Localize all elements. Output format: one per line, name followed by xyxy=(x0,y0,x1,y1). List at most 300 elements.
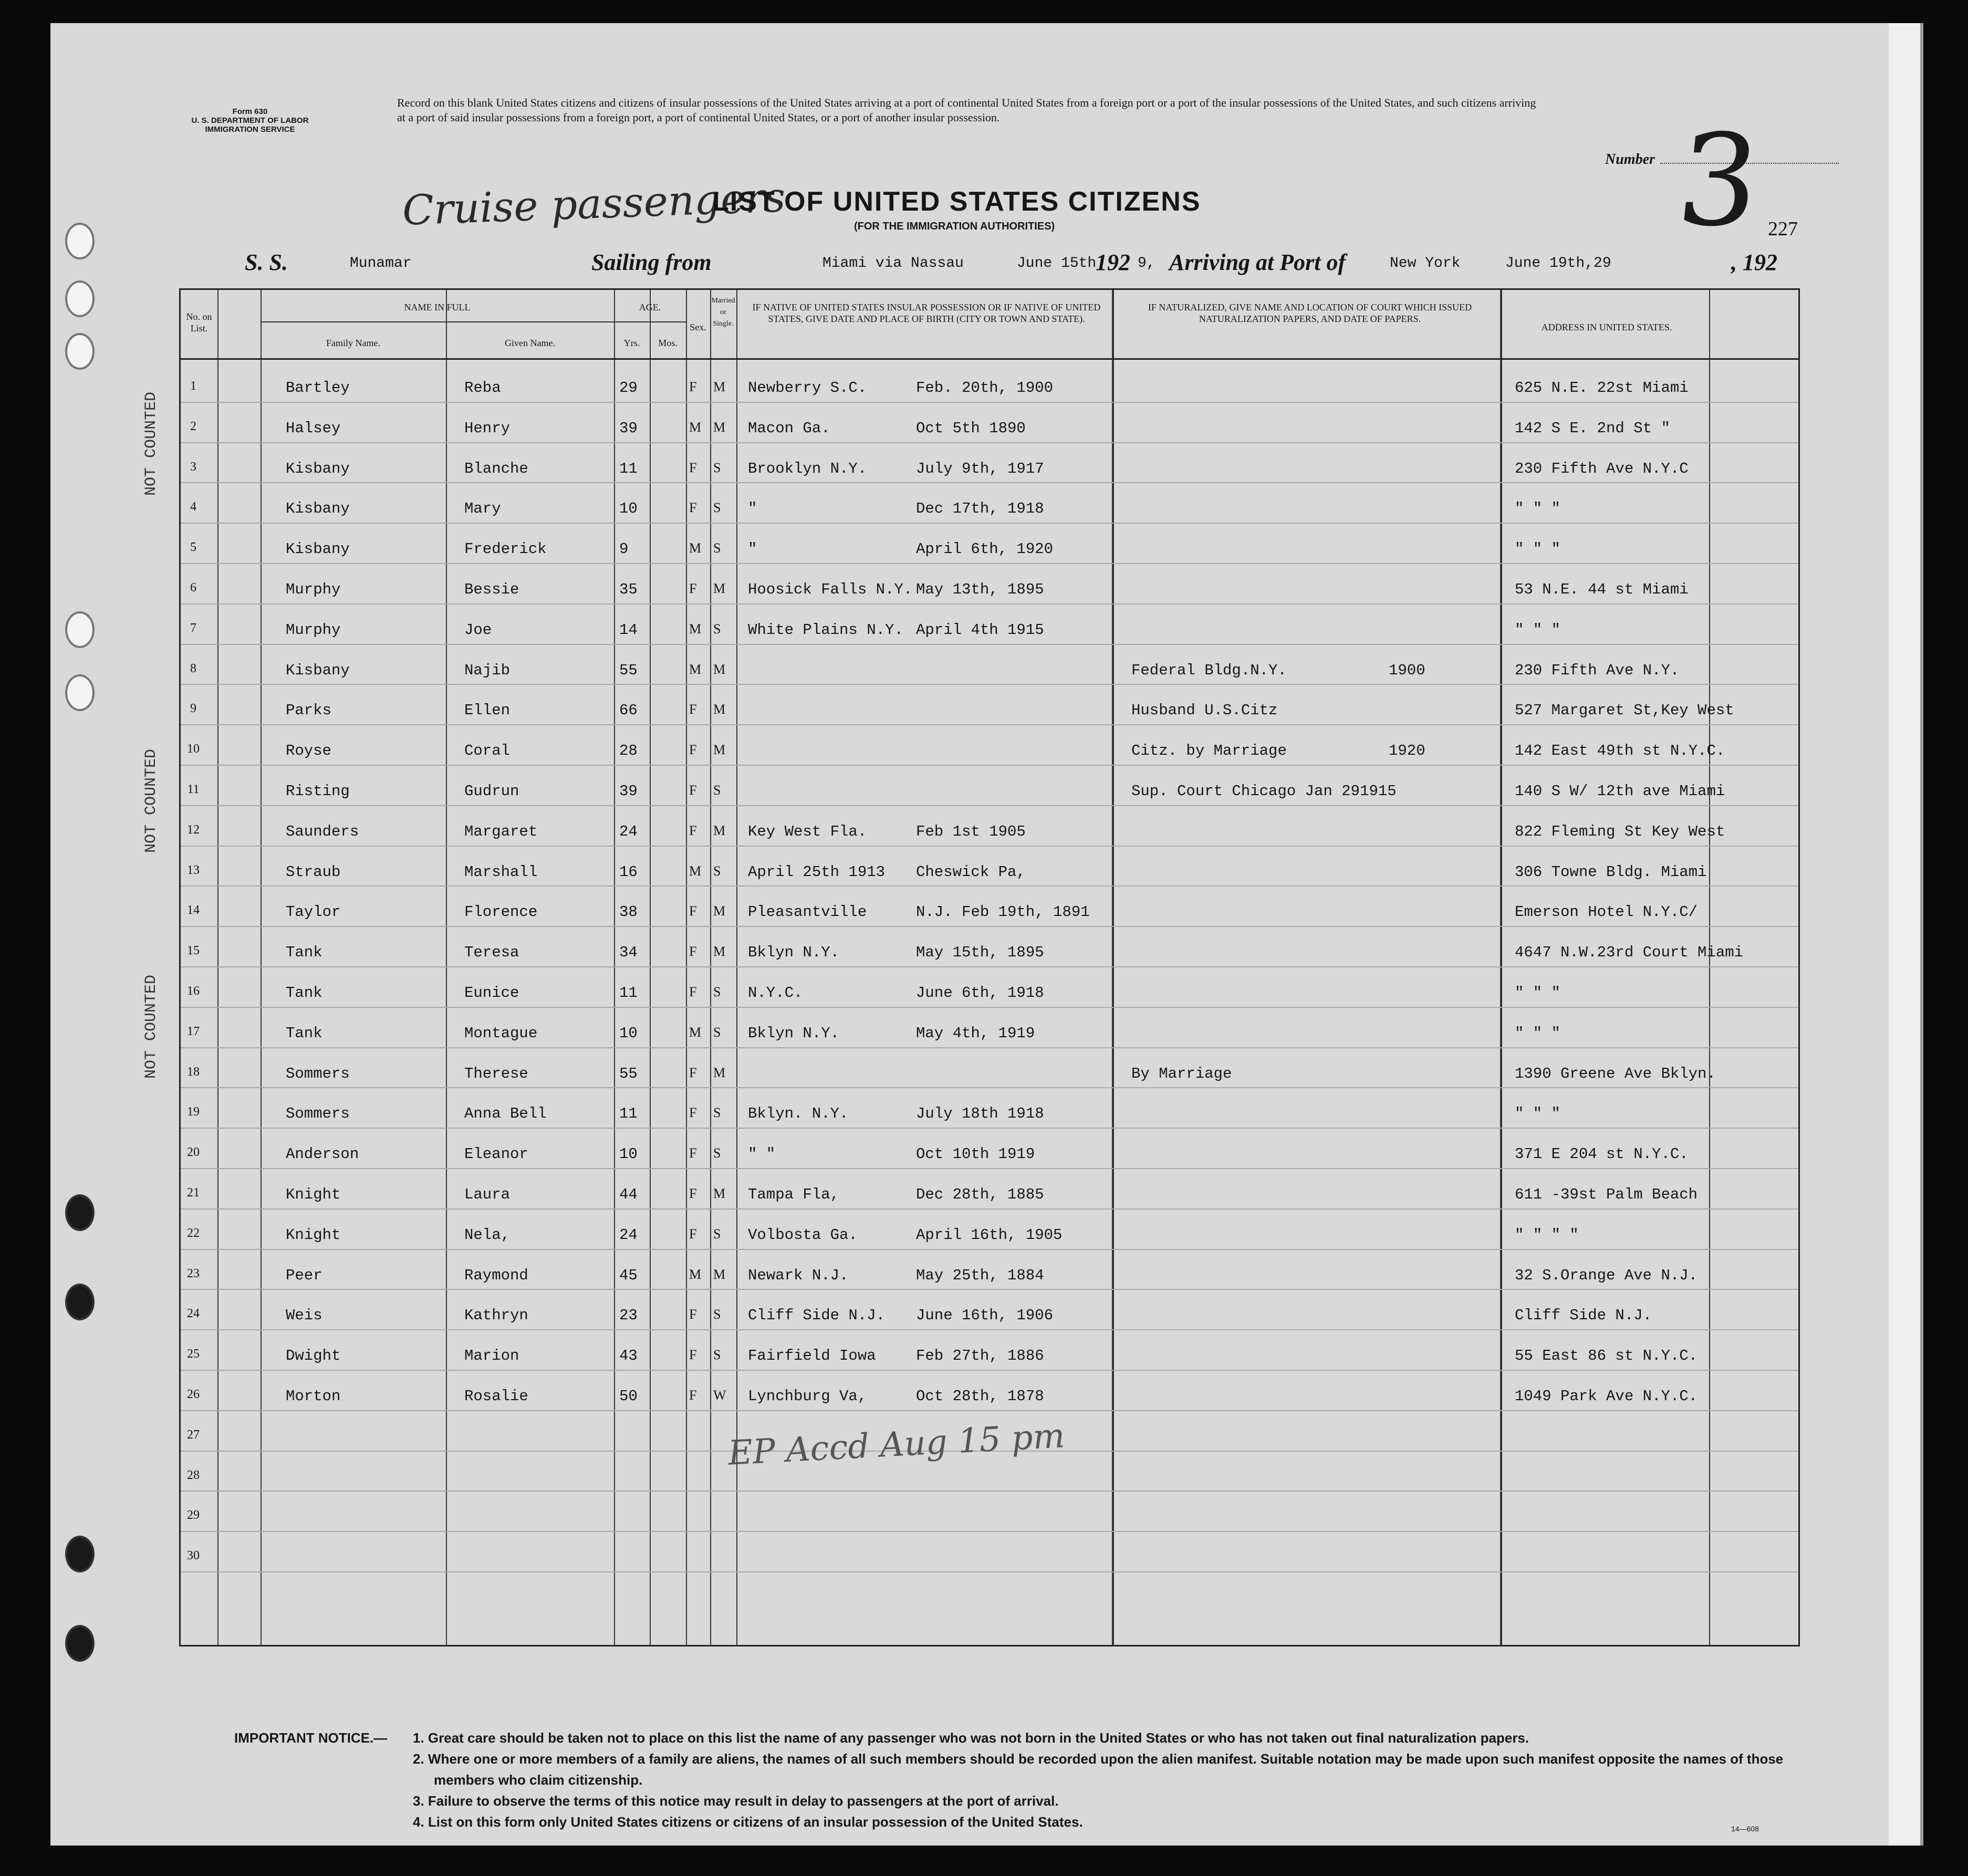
cell-ms: W xyxy=(713,1388,726,1403)
cell-date: Cheswick Pa, xyxy=(916,863,1026,881)
row-divider xyxy=(181,1329,1798,1330)
cell-given: Mary xyxy=(464,500,501,518)
year-printed: 192 xyxy=(1096,249,1130,275)
cell-family: Taylor xyxy=(286,903,341,921)
cell-address: " " " xyxy=(1515,540,1561,558)
cell-place: Brooklyn N.Y. xyxy=(748,460,867,477)
cell-given: Ellen xyxy=(464,702,511,720)
binder-hole xyxy=(65,1625,95,1662)
cell-place: Tampa Fla, xyxy=(748,1186,840,1203)
cell-place: April 25th 1913 xyxy=(748,863,886,881)
cell-address: " " " xyxy=(1515,984,1561,1002)
cell-ms: S xyxy=(713,500,721,516)
cell-address: " " " " xyxy=(1515,1226,1579,1244)
cell-date: April 16th, 1905 xyxy=(916,1226,1063,1244)
cell-place: Cliff Side N.J. xyxy=(748,1307,886,1325)
cell-ms: M xyxy=(713,419,726,435)
cell-no: 17 xyxy=(187,1024,200,1038)
cell-family: Tank xyxy=(286,944,322,962)
cell-no: 28 xyxy=(187,1468,200,1482)
cell-no: 30 xyxy=(187,1549,200,1563)
cell-ms: M xyxy=(713,379,726,394)
cell-place: Macon Ga. xyxy=(748,419,830,437)
cell-no: 26 xyxy=(187,1388,200,1401)
cell-given: Montague xyxy=(464,1024,538,1042)
notice-item: 1. Great care should be taken not to place on this list the name of any passenger who was not born in the United States or who has not taken out final naturalization papers. xyxy=(413,1730,1529,1746)
notice-lead: IMPORTANT NOTICE.— xyxy=(234,1730,388,1746)
cell-yrs: 23 xyxy=(619,1307,638,1325)
cell-sex: F xyxy=(689,460,697,475)
cell-sex: F xyxy=(689,822,697,838)
binder-hole xyxy=(65,611,95,648)
row-divider xyxy=(181,1571,1798,1572)
cell-date: Feb 1st 1905 xyxy=(916,822,1026,840)
cell-address: " " " xyxy=(1515,1105,1561,1123)
cell-sex: M xyxy=(689,863,702,879)
cell-given: Kathryn xyxy=(464,1307,528,1325)
cell-address: 140 S W/ 12th ave Miami xyxy=(1515,783,1725,800)
cell-address: 611 -39st Palm Beach xyxy=(1515,1186,1698,1203)
cell-address: 371 E 204 st N.Y.C. xyxy=(1515,1145,1689,1163)
notice-item: 3. Failure to observe the terms of this notice may result in delay to passengers at the port of arrival. xyxy=(413,1793,1059,1809)
row-divider xyxy=(181,846,1798,847)
col-age: AGE. xyxy=(639,302,661,312)
cell-given: Laura xyxy=(464,1186,511,1203)
cell-yrs: 38 xyxy=(619,903,638,921)
col-birth: IF NATIVE OF UNITED STATES INSULAR POSSESSION OR IF NATIVE OF UNITED STATES, GIVE DATE AND PLACE OF BIRTH (CITY OR TOWN AND STATE). xyxy=(752,302,1101,324)
cell-no: 4 xyxy=(190,500,196,514)
cell-date: Feb 27th, 1886 xyxy=(916,1347,1044,1365)
sailing-date: June 15th xyxy=(1017,255,1097,272)
cell-place: Bklyn N.Y. xyxy=(748,944,840,962)
row-divider xyxy=(181,563,1798,564)
cell-given: Rosalie xyxy=(464,1388,528,1405)
cell-family: Knight xyxy=(286,1226,341,1244)
cell-date: N.J. Feb 19th, 1891 xyxy=(916,903,1090,921)
cell-sex: M xyxy=(689,661,702,677)
cell-no: 22 xyxy=(187,1226,200,1240)
cell-ms: M xyxy=(713,1065,726,1080)
handwritten-list-number: 3 xyxy=(1671,107,1767,254)
cell-yrs: 28 xyxy=(619,742,638,760)
row-divider xyxy=(181,1249,1798,1250)
notice-item: 2. Where one or more members of a family are aliens, the names of all such members should be recorded upon the alien manifest. Suitable notation may be made upon such manifest opposite the names of those members who claim citizenship. xyxy=(413,1751,1784,1788)
cell-given: Reba xyxy=(464,379,501,397)
cell-yrs: 55 xyxy=(619,1065,638,1082)
cell-nat: Citz. by Marriage xyxy=(1131,742,1287,760)
row-divider xyxy=(181,1087,1798,1088)
cell-date: April 4th 1915 xyxy=(916,621,1044,639)
cell-sex: F xyxy=(689,984,697,999)
cell-place: " xyxy=(748,540,757,558)
cell-no: 11 xyxy=(187,783,200,796)
cell-date: Dec 28th, 1885 xyxy=(916,1186,1044,1203)
side-stamp: NOT COUNTED xyxy=(142,391,160,496)
cell-ms: M xyxy=(713,903,726,919)
cell-address: " " " xyxy=(1515,621,1561,639)
cell-place: Bklyn N.Y. xyxy=(748,1024,840,1042)
cell-sex: F xyxy=(689,1145,697,1161)
cell-sex: M xyxy=(689,540,702,556)
col-address: ADDRESS IN UNITED STATES. xyxy=(1541,322,1672,332)
cell-place: N.Y.C. xyxy=(748,984,803,1002)
col-married-single: Married or Single. xyxy=(711,297,735,328)
cell-nat: By Marriage xyxy=(1131,1065,1232,1082)
cell-address: 55 East 86 st N.Y.C. xyxy=(1515,1347,1698,1365)
cell-given: Coral xyxy=(464,742,511,760)
side-stamp: NOT COUNTED xyxy=(142,748,160,853)
notice-item: 4. List on this form only United States citizens or citizens of an insular possession of the United States. xyxy=(413,1814,1083,1830)
cell-place: White Plains N.Y. xyxy=(748,621,903,639)
cell-given: Blanche xyxy=(464,460,528,477)
cell-ms: S xyxy=(713,1145,721,1161)
row-divider xyxy=(181,1208,1798,1210)
cell-sex: M xyxy=(689,1266,702,1282)
cell-sex: F xyxy=(689,1105,697,1121)
cell-ms: M xyxy=(713,1186,726,1201)
cell-ms: S xyxy=(713,460,721,475)
cell-address: 1049 Park Ave N.Y.C. xyxy=(1515,1388,1698,1405)
cell-given: Joe xyxy=(464,621,492,639)
cell-ms: S xyxy=(713,863,721,879)
cell-yrs: 24 xyxy=(619,822,638,840)
binder-hole xyxy=(65,674,95,711)
cell-family: Anderson xyxy=(286,1145,359,1163)
cell-yrs: 39 xyxy=(619,419,638,437)
row-divider xyxy=(181,644,1798,645)
row-divider xyxy=(181,1168,1798,1169)
col-number: No. on List. xyxy=(186,311,212,333)
cell-given: Bessie xyxy=(464,581,519,598)
cell-date: May 13th, 1895 xyxy=(916,581,1044,598)
cell-nat-date: 1920 xyxy=(1389,742,1425,760)
cell-place: Pleasantville xyxy=(748,903,867,921)
cell-yrs: 14 xyxy=(619,621,638,639)
row-divider xyxy=(181,1128,1798,1129)
row-divider xyxy=(181,1370,1798,1371)
cell-sex: F xyxy=(689,903,697,919)
arriving-port: New York xyxy=(1390,255,1461,272)
page-edge xyxy=(1889,23,1920,1846)
cell-sex: M xyxy=(689,419,702,435)
cell-family: Straub xyxy=(286,863,341,881)
cell-date: July 9th, 1917 xyxy=(916,460,1044,477)
cell-yrs: 16 xyxy=(619,863,638,881)
row-divider xyxy=(181,805,1798,806)
cell-place: Hoosick Falls N.Y. xyxy=(748,581,913,598)
col-age-years: Yrs. xyxy=(623,338,640,348)
cell-address: 230 Fifth Ave N.Y. xyxy=(1515,661,1680,679)
cell-yrs: 34 xyxy=(619,944,638,962)
cell-given: Marshall xyxy=(464,863,538,881)
cell-address: 230 Fifth Ave N.Y.C xyxy=(1515,460,1689,477)
page-title: LIST OF UNITED STATES CITIZENS xyxy=(712,186,1201,217)
cell-sex: F xyxy=(689,1065,697,1080)
cell-no: 25 xyxy=(187,1347,200,1361)
cell-sex: F xyxy=(689,1307,697,1322)
cell-sex: F xyxy=(689,500,697,516)
cell-yrs: 35 xyxy=(619,581,638,598)
cell-nat: Husband U.S.Citz xyxy=(1131,702,1278,720)
cell-family: Saunders xyxy=(286,822,359,840)
cell-address: 822 Fleming St Key West xyxy=(1515,822,1725,840)
cell-address: 142 S E. 2nd St " xyxy=(1515,419,1670,437)
cell-family: Knight xyxy=(286,1186,341,1203)
cell-yrs: 10 xyxy=(619,1024,638,1042)
cell-no: 18 xyxy=(187,1065,200,1079)
cell-given: Najib xyxy=(464,661,511,679)
cell-given: Anna Bell xyxy=(464,1105,547,1123)
instructions-text: Record on this blank United States citizens and citizens of insular possessions of the United States arriving at a port of continental United States from a foreign port or a port of the insular possessions of the United States, and such citizens arriving at a port of said insular possessions from a foreign port, a port of continental United States, or a port of another insular possession. xyxy=(397,96,1536,124)
cell-family: Dwight xyxy=(286,1347,341,1365)
cell-address: 306 Towne Bldg. Miami xyxy=(1515,863,1707,881)
cell-family: Tank xyxy=(286,984,322,1002)
row-divider xyxy=(181,603,1798,605)
cell-yrs: 50 xyxy=(619,1388,638,1405)
cell-yrs: 9 xyxy=(619,540,629,558)
cell-family: Tank xyxy=(286,1024,322,1042)
number-label: Number xyxy=(1605,151,1655,168)
cell-sex: F xyxy=(689,742,697,758)
cell-family: Bartley xyxy=(286,379,350,397)
cell-yrs: 29 xyxy=(619,379,638,397)
cell-sex: F xyxy=(689,1186,697,1201)
cell-given: Marion xyxy=(464,1347,519,1365)
arriving-date: June 19th,29 xyxy=(1505,255,1611,272)
cell-ms: S xyxy=(713,1024,721,1040)
row-divider xyxy=(181,1047,1798,1048)
cell-nat: Federal Bldg.N.Y. xyxy=(1131,661,1287,679)
cell-sex: F xyxy=(689,783,697,798)
cell-family: Kisbany xyxy=(286,460,350,477)
cell-family: Morton xyxy=(286,1388,341,1405)
cell-address: 142 East 49th st N.Y.C. xyxy=(1515,742,1725,760)
cell-family: Kisbany xyxy=(286,661,350,679)
cell-no: 6 xyxy=(190,581,196,595)
cell-no: 12 xyxy=(187,822,200,837)
cell-no: 1 xyxy=(190,379,196,393)
cell-no: 23 xyxy=(187,1266,200,1280)
row-divider xyxy=(181,442,1798,443)
cell-date: Oct 5th 1890 xyxy=(916,419,1026,437)
row-divider xyxy=(181,684,1798,685)
cell-family: Sommers xyxy=(286,1065,350,1082)
binder-hole xyxy=(65,1536,95,1572)
cell-date: Oct 10th 1919 xyxy=(916,1145,1035,1163)
row-divider xyxy=(181,966,1798,967)
sailing-from: Miami via Nassau xyxy=(822,255,964,272)
cell-no: 20 xyxy=(187,1145,200,1160)
cell-yrs: 11 xyxy=(619,1105,638,1123)
cell-given: Margaret xyxy=(464,822,538,840)
cell-address: " " " xyxy=(1515,500,1561,518)
col-given-name: Given Name. xyxy=(505,338,555,348)
cell-sex: F xyxy=(689,944,697,960)
cell-yrs: 55 xyxy=(619,661,638,679)
cell-ms: S xyxy=(713,783,721,798)
cell-yrs: 10 xyxy=(619,1145,638,1163)
cell-address: " " " xyxy=(1515,1024,1561,1042)
cell-date: Oct 28th, 1878 xyxy=(916,1388,1044,1405)
row-divider xyxy=(181,482,1798,483)
cell-address: 53 N.E. 44 st Miami xyxy=(1515,581,1689,598)
page-subtitle: (FOR THE IMMIGRATION AUTHORITIES) xyxy=(854,221,1055,232)
sailing-label: Sailing from xyxy=(591,249,712,275)
cell-no: 21 xyxy=(187,1186,200,1200)
cell-yrs: 24 xyxy=(619,1226,638,1244)
binder-hole xyxy=(65,333,95,370)
col-sex: Sex. xyxy=(690,322,706,332)
row-divider xyxy=(181,926,1798,927)
cell-ms: S xyxy=(713,1105,721,1121)
cell-family: Risting xyxy=(286,783,350,800)
cell-address: 527 Margaret St,Key West xyxy=(1515,702,1734,720)
cell-family: Parks xyxy=(286,702,332,720)
year-digit: 9, xyxy=(1138,255,1155,272)
cell-place: " " xyxy=(748,1145,776,1163)
cell-date: Dec 17th, 1918 xyxy=(916,500,1044,518)
binder-hole xyxy=(65,223,95,259)
cell-no: 10 xyxy=(187,742,200,756)
row-divider xyxy=(181,1289,1798,1290)
cell-place: Volbosta Ga. xyxy=(748,1226,858,1244)
cell-no: 19 xyxy=(187,1105,200,1119)
cell-place: Key West Fla. xyxy=(748,822,867,840)
cell-ms: S xyxy=(713,1347,721,1363)
row-divider xyxy=(181,1531,1798,1532)
cell-ms: S xyxy=(713,540,721,556)
cell-sex: F xyxy=(689,1226,697,1242)
cell-no: 15 xyxy=(187,944,200,958)
cell-yrs: 43 xyxy=(619,1347,638,1365)
cell-date: July 18th 1918 xyxy=(916,1105,1044,1123)
side-stamp: NOT COUNTED xyxy=(142,974,160,1079)
cell-date: May 15th, 1895 xyxy=(916,944,1044,962)
binder-hole xyxy=(65,280,95,317)
cell-given: Florence xyxy=(464,903,538,921)
cell-no: 2 xyxy=(190,419,196,433)
cell-date: May 4th, 1919 xyxy=(916,1024,1035,1042)
cell-address: Cliff Side N.J. xyxy=(1515,1307,1652,1325)
cell-given: Henry xyxy=(464,419,511,437)
cell-place: " xyxy=(748,500,757,518)
cell-date: Feb. 20th, 1900 xyxy=(916,379,1054,397)
form-code: 14—608 xyxy=(1731,1825,1759,1833)
cell-family: Royse xyxy=(286,742,332,760)
cell-given: Raymond xyxy=(464,1266,528,1284)
arriving-label: Arriving at Port of xyxy=(1169,249,1346,275)
cell-family: Weis xyxy=(286,1307,322,1325)
row-divider xyxy=(181,1007,1798,1008)
cell-ms: M xyxy=(713,944,726,960)
cell-ms: M xyxy=(713,822,726,838)
col-family-name: Family Name. xyxy=(326,338,380,348)
cell-ms: M xyxy=(713,661,726,677)
cell-given: Therese xyxy=(464,1065,528,1082)
binder-hole xyxy=(65,1284,95,1320)
page-number: 227 xyxy=(1768,218,1798,240)
voyage-line xyxy=(245,249,1820,278)
cell-yrs: 10 xyxy=(619,500,638,518)
cell-yrs: 44 xyxy=(619,1186,638,1203)
row-divider xyxy=(181,402,1798,403)
cell-no: 3 xyxy=(190,460,196,474)
cell-sex: F xyxy=(689,581,697,596)
cell-ms: M xyxy=(713,581,726,596)
cell-no: 24 xyxy=(187,1307,200,1321)
form-number: Form 630 xyxy=(232,107,268,116)
cell-given: Frederick xyxy=(464,540,547,558)
col-age-months: Mos. xyxy=(658,338,678,348)
cell-no: 27 xyxy=(187,1427,200,1442)
cell-yrs: 39 xyxy=(619,783,638,800)
cell-yrs: 11 xyxy=(619,460,638,477)
cell-no: 16 xyxy=(187,984,200,998)
cell-family: Murphy xyxy=(286,621,341,639)
cell-sex: F xyxy=(689,1347,697,1363)
cell-no: 8 xyxy=(190,661,196,675)
cell-ms: M xyxy=(713,742,726,758)
binder-hole xyxy=(65,1194,95,1231)
col-name-in-full: NAME IN FULL xyxy=(404,302,471,312)
cell-no: 9 xyxy=(190,702,196,716)
cell-ms: S xyxy=(713,621,721,637)
cell-place: Fairfield Iowa xyxy=(748,1347,876,1365)
cell-sex: M xyxy=(689,1024,702,1040)
cell-sex: F xyxy=(689,1388,697,1403)
row-divider xyxy=(181,1491,1798,1492)
cell-no: 29 xyxy=(187,1508,200,1523)
cell-address: 625 N.E. 22st Miami xyxy=(1515,379,1689,397)
cell-family: Peer xyxy=(286,1266,322,1284)
department-name: U. S. DEPARTMENT OF LABOR xyxy=(191,116,309,125)
ship-name: Munamar xyxy=(350,255,412,272)
row-divider xyxy=(181,523,1798,524)
cell-ms: M xyxy=(713,702,726,717)
cell-date: June 16th, 1906 xyxy=(916,1307,1054,1325)
cell-place: Lynchburg Va, xyxy=(748,1388,867,1405)
cell-yrs: 45 xyxy=(619,1266,638,1284)
cell-sex: F xyxy=(689,702,697,717)
cell-no: 14 xyxy=(187,903,200,918)
cell-sex: F xyxy=(689,379,697,394)
cell-nat: Sup. Court Chicago Jan 291915 xyxy=(1131,783,1397,800)
cell-given: Eunice xyxy=(464,984,519,1002)
ss-label: S. S. xyxy=(245,249,288,275)
cell-family: Murphy xyxy=(286,581,341,598)
cell-given: Teresa xyxy=(464,944,519,962)
cell-sex: M xyxy=(689,621,702,637)
cell-no: 13 xyxy=(187,863,200,877)
cell-yrs: 11 xyxy=(619,984,638,1002)
cell-address: 32 S.Orange Ave N.J. xyxy=(1515,1266,1698,1284)
cell-no: 5 xyxy=(190,540,196,555)
cell-nat-date: 1900 xyxy=(1389,661,1425,679)
cell-date: April 6th, 1920 xyxy=(916,540,1054,558)
row-divider xyxy=(181,885,1798,887)
cell-place: Newberry S.C. xyxy=(748,379,867,397)
cell-given: Nela, xyxy=(464,1226,511,1244)
cell-ms: S xyxy=(713,984,721,999)
row-divider xyxy=(181,724,1798,725)
col-naturalized: IF NATURALIZED, GIVE NAME AND LOCATION OF COURT WHICH ISSUED NATURALIZATION PAPERS, AND DATE OF PAPERS. xyxy=(1148,302,1472,324)
year-printed-2: , 192 xyxy=(1731,249,1777,275)
cell-family: Kisbany xyxy=(286,540,350,558)
row-divider xyxy=(181,765,1798,766)
cell-ms: S xyxy=(713,1226,721,1242)
cell-no: 7 xyxy=(190,621,196,635)
manifest-page xyxy=(50,23,1923,1846)
